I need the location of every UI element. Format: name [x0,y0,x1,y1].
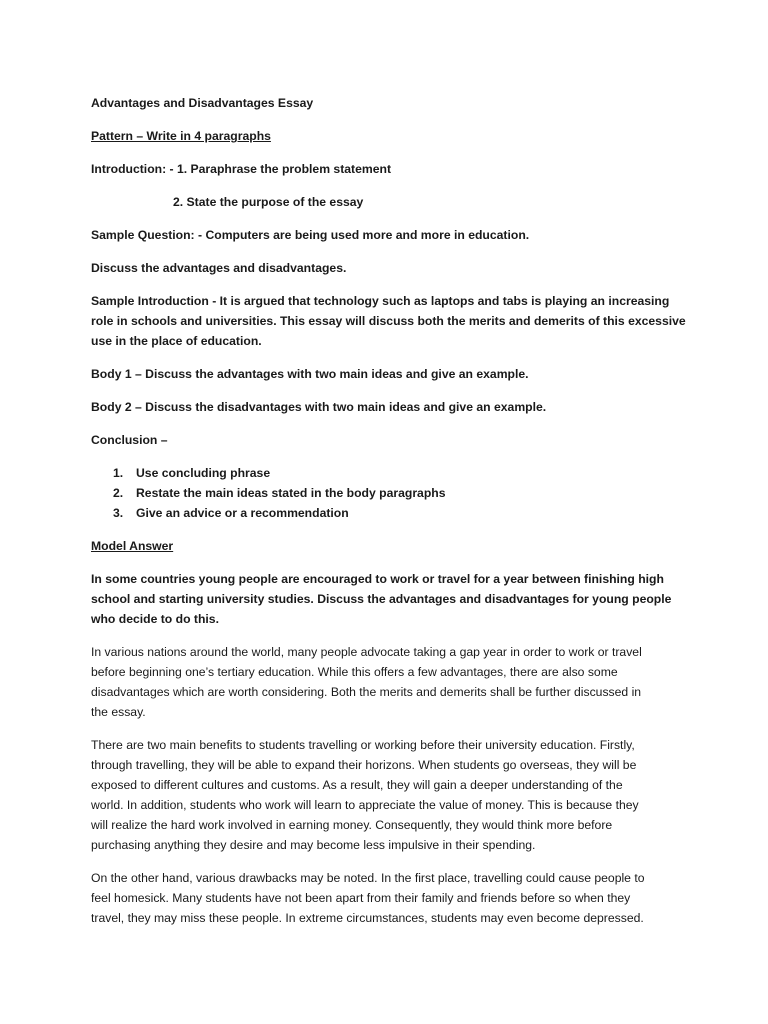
paragraph-line: disadvantages which are worth considering. Both the merits and demerits shall be further discussed in [91,685,642,699]
essay-paragraph-introduction [91,642,681,722]
paragraph-line: In various nations around the world, many people advocate taking a gap year in order to work or travel [91,645,642,659]
sample-introduction [91,291,686,351]
model-question-line: who decide to do this. [91,612,219,626]
paragraph-line: the essay. [91,705,146,719]
introduction-step-1: Introduction: - 1. Paraphrase the problem statement [91,162,391,176]
model-answer-heading: Model Answer [91,539,174,553]
conclusion-heading: Conclusion – [91,433,168,447]
pattern-heading: Pattern – Write in 4 paragraphs [91,129,271,143]
conclusion-list-item [91,503,681,523]
body-2-instruction: Body 2 – Discuss the disadvantages with two main ideas and give an example. [91,400,547,414]
model-question-line: school and starting university studies. Discuss the advantages and disadvantages for young people [91,592,672,606]
conclusion-list-item [91,463,681,483]
paragraph-line: exposed to different cultures and customs. As a result, they will gain a deeper understanding of the [91,778,623,792]
paragraph-line: feel homesick. Many students have not been apart from their family and friends before so when they [91,891,631,905]
list-number: 2. [113,486,124,500]
paragraph-line: will realize the hard work involved in earning money. Consequently, they would think more before [91,818,613,832]
conclusion-list [91,463,681,523]
paragraph-line: world. In addition, students who work will learn to appreciate the value of money. This is because they [91,798,639,812]
paragraph-line: through travelling, they will be able to expand their horizons. When students go overseas, they will be [91,758,637,772]
list-item-text: Restate the main ideas stated in the body paragraphs [136,486,446,500]
conclusion-list-item [91,483,681,503]
list-number: 1. [113,466,124,480]
introduction-step-2: 2. State the purpose of the essay [173,195,364,209]
list-item-text: Give an advice or a recommendation [136,506,349,520]
body-1-instruction: Body 1 – Discuss the advantages with two main ideas and give an example. [91,367,529,381]
paragraph-line: There are two main benefits to students travelling or working before their university education. Firstly, [91,738,635,752]
document-title: Advantages and Disadvantages Essay [91,96,314,110]
list-number: 3. [113,506,124,520]
paragraph-line: On the other hand, various drawbacks may be noted. In the first place, travelling could cause people to [91,871,645,885]
document-page [91,93,686,928]
list-item-text: Use concluding phrase [136,466,271,480]
essay-paragraph-advantages [91,735,681,855]
sample-introduction-line: use in the place of education. [91,334,262,348]
paragraph-line: purchasing anything they desire and may become less impulsive in their spending. [91,838,536,852]
model-question [91,569,681,629]
essay-paragraph-disadvantages [91,868,681,928]
sample-introduction-line: Sample Introduction - It is argued that technology such as laptops and tabs is playing an increasing [91,294,670,308]
model-question-line: In some countries young people are encouraged to work or travel for a year between finishing high [91,572,664,586]
sample-question: Sample Question: - Computers are being used more and more in education. [91,228,530,242]
sample-introduction-line: role in schools and universities. This essay will discuss both the merits and demerits of this excessive [91,314,686,328]
paragraph-line: before beginning one’s tertiary education. While this offers a few advantages, there are also some [91,665,618,679]
paragraph-line: travel, they may miss these people. In extreme circumstances, students may even become depressed. [91,911,644,925]
discuss-instruction: Discuss the advantages and disadvantages. [91,261,347,275]
